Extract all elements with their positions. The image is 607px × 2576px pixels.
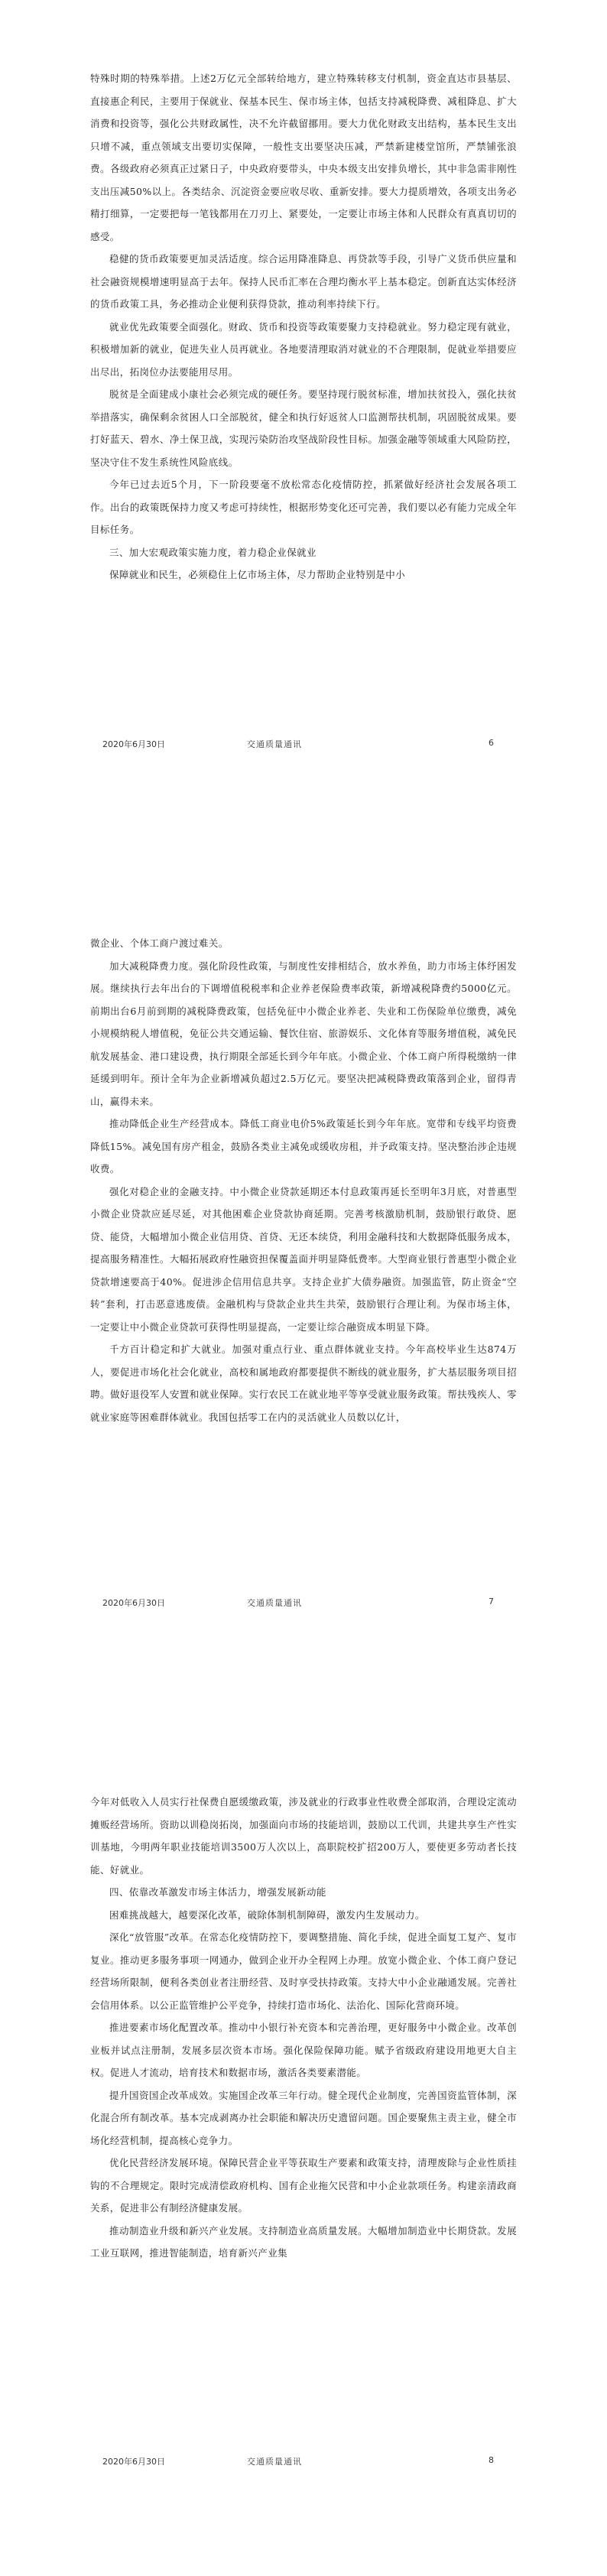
page-body — [90, 67, 517, 586]
paragraph: 深化“放管服”改革。在常态化疫情防控下，要调整措施、简化手续，促进全面复工复产、复市复业。推动更多服务事项一网通办，做到企业开办全程网上办理。放宽小微企业、个体工商户登记经营场所限制，便利各类创业者注册经营、及时享受扶持政策。支持大中小企业融通发展。完善社会信用体系。以公正监管维护公平竞争，持续打造市场化、法治化、国际化营商环境。 — [90, 1931, 517, 2011]
footer-publication: 交通质量通讯 — [247, 739, 302, 749]
section-heading: 四、依靠改革激发市场主体活力，增强发展新动能 — [109, 1886, 326, 1898]
paragraph: 微企业、个体工商户渡过难关。 — [90, 937, 229, 949]
paragraph: 提升国资国企改革成效。实施国企改革三年行动。健全现代企业制度，完善国资监管体制，深化混合所有制改革。基本完成剥离办社会职能和解决历史遗留问题。国企要聚焦主责主业，健全市场化经营机制，提高核心竞争力。 — [90, 2089, 517, 2146]
paragraph: 强化对稳企业的金融支持。中小微企业贷款延期还本付息政策再延长至明年3月底，对普惠型小微企业贷款应延尽延，对其他困难企业贷款协商延期。完善考核激励机制，鼓励银行敢贷、愿贷、能贷，大幅增加小微企业信用贷、首贷、无还本续贷，利用金融科技和大数据降低服务成本，提高服务精准性。大幅拓展政府性融资担保覆盖面并明显降低费率。大型商业银行普惠型小微企业贷款增速要高于40%。促进涉企信用信息共享。支持企业扩大债券融资。加强监管，防止资金“空转”套利，打击恶意逃废债。金融机构与贷款企业共生共荣，鼓励银行合理让利。为保市场主体，一定要让中小微企业贷款可获得性明显提高，一定要让综合融资成本明显下降。 — [90, 1185, 517, 1333]
paragraph: 加大减税降费力度。强化阶段性政策，与制度性安排相结合，放水养鱼，助力市场主体纾困发展。继续执行去年出台的下调增值税税率和企业养老保险费率政策，新增减税降费约5000亿元。前期出台6月前到期的减税降费政策，包括免征中小微企业养老、失业和工伤保险单位缴费，减免小规模纳税人增值税，免征公共交通运输、餐饮住宿、旅游娱乐、文化体育等服务增值税，减免民航发展基金、港口建设费，执行期限全部延长到今年年底。小微企业、个体工商户所得税缴纳一律延缓到明年。预计全年为企业新增减负超过2.5万亿元。要坚决把减税降费政策落到企业，留得青山，赢得未来。 — [90, 960, 517, 1107]
paragraph: 脱贫是全面建成小康社会必须完成的硬任务。要坚持现行脱贫标准，增加扶贫投入，强化扶贫举措落实，确保剩余贫困人口全部脱贫，健全和执行好返贫人口监测帮扶机制，巩固脱贫成果。要打好蓝天、碧水、净土保卫战，实现污染防治攻坚战阶段性目标。加强金融等领域重大风险防控，坚决守住不发生系统性风险底线。 — [90, 388, 517, 468]
page-number: 6 — [489, 738, 494, 748]
paragraph: 推动降低企业生产经营成本。降低工商业电价5%政策延长到今年年底。宽带和专线平均资费降低15%。减免国有房产租金，鼓励各类业主减免或缓收房租，并予政策支持。坚决整治涉企违规收费。 — [90, 1118, 517, 1174]
paragraph: 推进要素市场化配置改革。推动中小银行补充资本和完善治理，更好服务中小微企业。改革创业板并试点注册制，发展多层次资本市场。强化保险保障功能。赋予省级政府建设用地更大自主权。促进人才流动，培育技术和数据市场，激活各类要素潜能。 — [90, 2022, 517, 2078]
paragraph: 今年对低收入人员实行社保费自愿缓缴政策，涉及就业的行政事业性收费全部取消，合理设定流动摊贩经营场所。资助以训稳岗拓岗，加强面向市场的技能培训，鼓励以工代训，共建共享生产性实训基地，今明两年职业技能培训3500万人次以上，高职院校扩招200万人，要使更多劳动者长技能、好就业。 — [90, 1796, 517, 1876]
footer-date: 2020年6月30日 — [102, 2457, 165, 2467]
paragraph: 今年已过去近5个月，下一阶段要毫不放松常态化疫情防控，抓紧做好经济社会发展各项工作。出台的政策既保持力度又考虑可持续性，根据形势变化还可完善，我们要以必有能力完成全年目标任务。 — [90, 479, 517, 535]
paragraph: 就业优先政策要全面强化。财政、货币和投资等政策要聚力支持稳就业。努力稳定现有就业，积极增加新的就业，促进失业人员再就业。各地要清理取消对就业的不合理限制，促就业举措要应出尽出，拓岗位办法要能用尽用。 — [90, 320, 517, 378]
page-number: 8 — [489, 2455, 494, 2465]
footer-publication: 交通质量通讯 — [247, 1598, 302, 1608]
footer-publication: 交通质量通讯 — [247, 2457, 302, 2467]
page-7 — [0, 859, 607, 1717]
page-6 — [0, 0, 607, 859]
paragraph: 稳健的货币政策要更加灵活适度。综合运用降准降息、再贷款等手段，引导广义货币供应量和社会融资规模增速明显高于去年。保持人民币汇率在合理均衡水平上基本稳定。创新直达实体经济的货币政策工具，务必推动企业便利获得贷款，推动利率持续下行。 — [90, 253, 517, 310]
paragraph: 优化民营经济发展环境。保障民营企业平等获取生产要素和政策支持，清理废除与企业性质挂钩的不合理规定。限时完成清偿政府机构、国有企业拖欠民营和中小企业款项任务。构建亲清政商关系，促进非公有制经济健康发展。 — [90, 2157, 517, 2214]
section-heading: 三、加大宏观政策实施力度，着力稳企业保就业 — [109, 546, 316, 558]
page-8 — [0, 1717, 607, 2576]
paragraph: 推动制造业升级和新兴产业发展。支持制造业高质量发展。大幅增加制造业中长期贷款。发展工业互联网，推进智能制造，培育新兴产业集 — [90, 2224, 517, 2259]
paragraph: 特殊时期的特殊举措。上述2万亿元全部转给地方，建立特殊转移支付机制，资金直达市县基层、直接惠企利民，主要用于保就业、保基本民生、保市场主体，包括支持减税降费、减租降息、扩大消费和投资等，强化公共财政属性，决不允许截留挪用。要大力优化财政支出结构，基本民生支出只增不减，重点领域支出要切实保障，一般性支出要坚决压减，严禁新建楼堂馆所，严禁铺张浪费。各级政府必须真正过紧日子，中央政府要带头，中央本级支出安排负增长，其中非急需非刚性支出压减50%以上。各类结余、沉淀资金要应收尽收、重新安排。要大力提质增效，各项支出务必精打细算，一定要把每一笔钱都用在刀刃上、紧要处，一定要让市场主体和人民群众有真真切切的感受。 — [90, 73, 517, 242]
footer-date: 2020年6月30日 — [102, 1598, 165, 1608]
paragraph: 保障就业和民生，必须稳住上亿市场主体，尽力帮助企业特别是中小 — [109, 569, 406, 580]
page-body — [90, 932, 517, 1428]
footer-date: 2020年6月30日 — [102, 739, 165, 749]
page-body — [90, 1791, 517, 2265]
page-number: 7 — [489, 1597, 494, 1606]
paragraph: 千方百计稳定和扩大就业。加强对重点行业、重点群体就业支持。今年高校毕业生达874万人，要促进市场化社会化就业，高校和属地政府都要提供不断线的就业服务，扩大基层服务项目招聘。做好退役军人安置和就业保障。实行农民工在就业地平等享受就业服务政策。帮扶残疾人、零就业家庭等困难群体就业。我国包括零工在内的灵活就业人员数以亿计， — [90, 1343, 517, 1423]
paragraph: 困难挑战越大，越要深化改革，破除体制机制障碍，激发内生发展动力。 — [109, 1908, 425, 1921]
